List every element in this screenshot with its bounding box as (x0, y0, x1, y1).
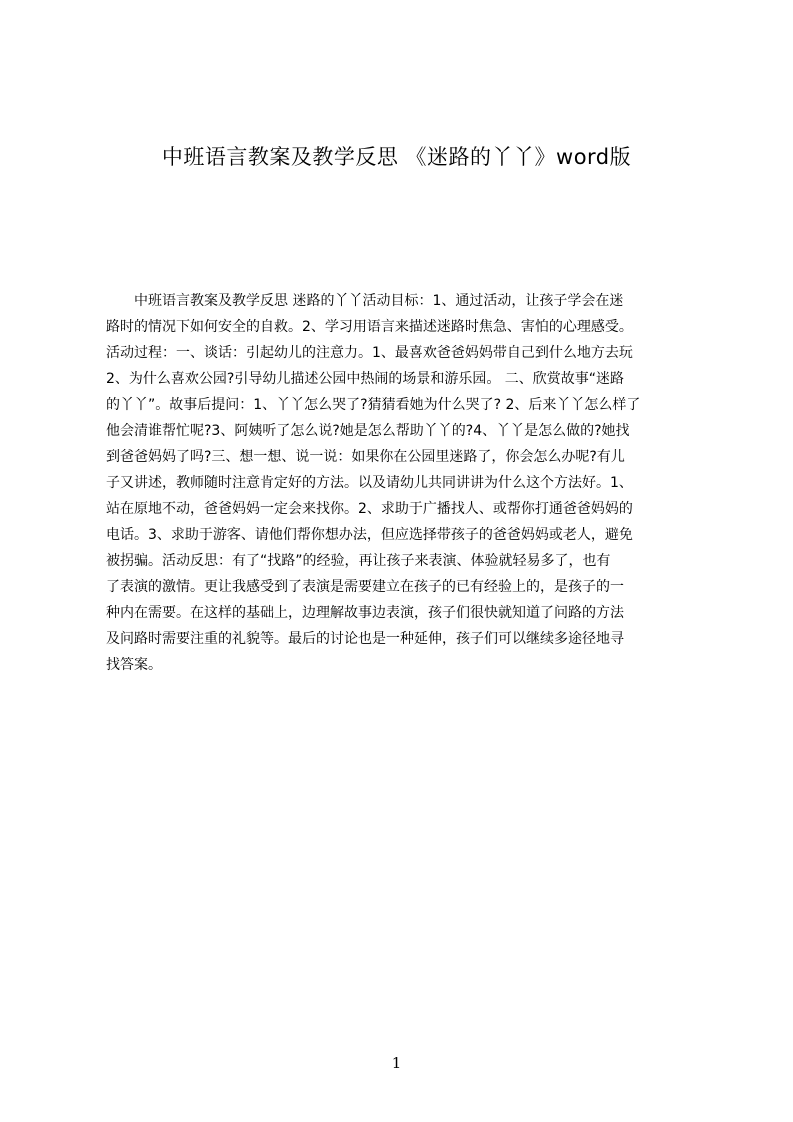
body-line: 站在原地不动，爸爸妈妈一定会来找你。2、求助于广播找人、或帮你打通爸爸妈妈的 (106, 501, 633, 517)
body-line: 找答案。 (106, 657, 162, 673)
body-line: 子又讲述，教师随时注意肯定好的方法。以及请幼儿共同讲讲为什么这个方法好。1、 (106, 475, 633, 491)
body-line: 他会清谁帮忙呢?3、阿姨听了怎么说?她是怎么帮助丫丫的?4、丫丫是怎么做的?她找 (106, 423, 630, 439)
body-line: 被拐骗。活动反思：有了“找路”的经验，再让孩子来表演、体验就轻易多了，也有 (106, 553, 611, 569)
document-body (106, 288, 698, 708)
body-line: 路时的情况下如何安全的自救。2、学习用语言来描述迷路时焦急、害怕的心理感受。 (106, 319, 633, 335)
document-title: 中班语言教案及教学反思 《迷路的丫丫》word版 (161, 145, 632, 169)
body-line: 种内在需要。在这样的基础上，边理解故事边表演，孩子们很快就知道了问路的方法 (106, 605, 624, 621)
body-line: 到爸爸妈妈了吗?三、想一想、说一说：如果你在公园里迷路了，你会怎么办呢?有儿 (106, 449, 625, 465)
body-line: 及问路时需要注重的礼貌等。最后的讨论也是一种延伸，孩子们可以继续多途径地寻 (106, 631, 624, 647)
body-line: 2、为什么喜欢公园?引导幼儿描述公园中热闹的场景和游乐园。 二、欣赏故事“迷路 (106, 371, 625, 387)
body-line: 了表演的激情。更让我感受到了表演是需要建立在孩子的已有经验上的，是孩子的一 (106, 579, 624, 595)
body-line: 活动过程：一、谈话：引起幼儿的注意力。1、最喜欢爸爸妈妈带自己到什么地方去玩 (106, 345, 633, 361)
body-line: 的丫丫”。故事后提问：1、丫丫怎么哭了?猜猜看她为什么哭了? 2、后来丫丫怎么样了 (106, 397, 641, 413)
body-line: 中班语言教案及教学反思 迷路的丫丫活动目标：1、通过活动，让孩子学会在迷 (106, 293, 624, 309)
body-line: 电话。3、求助于游客、请他们帮你想办法，但应选择带孩子的爸爸妈妈或老人，避免 (106, 527, 633, 543)
page-number: 1 (391, 1054, 402, 1072)
